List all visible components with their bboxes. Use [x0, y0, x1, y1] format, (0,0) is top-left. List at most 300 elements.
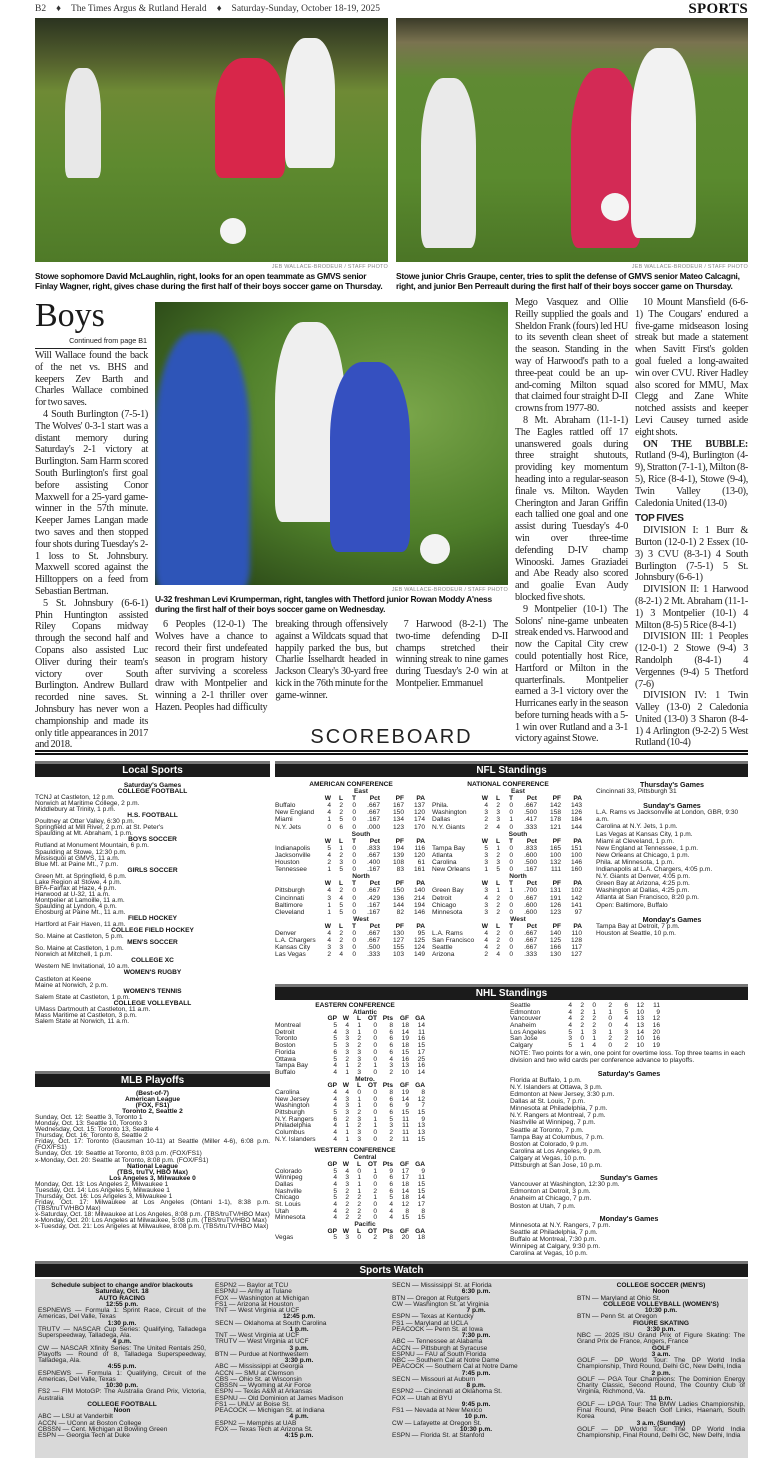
table-cell: 16 [652, 1022, 660, 1030]
table-cell: 4 [568, 1022, 572, 1030]
games-heading: Monday's Games [599, 1213, 659, 1223]
table-cell: 0 [373, 1048, 377, 1056]
table-cell: 3 [624, 1028, 628, 1036]
table-cell: 134 [392, 816, 404, 824]
game-line: Phila. at Minnesota, 1 p.m. [596, 858, 675, 866]
table-cell: GF [399, 1015, 409, 1023]
table-cell: 18 [401, 1022, 409, 1030]
table-cell: T [351, 922, 356, 930]
table-cell: Pts [382, 1227, 393, 1235]
list-heading: COLLEGE FIELD HOCKEY [111, 927, 194, 935]
table-cell: PF [395, 922, 404, 930]
table-cell: 14 [636, 1028, 644, 1036]
table-cell: 15 [401, 1214, 409, 1222]
table-cell: 4 [333, 1135, 337, 1143]
list-item: TRUTV — NASCAR Cup Series: Qualifying, Talladega Superspeedway, Talladega, Ala. [38, 1325, 206, 1339]
table-cell: 4 [339, 894, 343, 902]
list-item: NBC — Southern Cal at Notre Dame [392, 1357, 500, 1364]
list-item: Sunday, Oct. 12: Seattle 3, Toronto 1 [35, 1114, 143, 1122]
list-heading: COLLEGE VOLLEYBALL (WOMEN'S) [603, 1300, 719, 1308]
table-cell: 11 [402, 1122, 409, 1130]
table-cell: PA [573, 880, 582, 888]
table-cell: 14 [417, 1194, 425, 1202]
game-line: Carolina at Vegas, 10 p.m. [510, 1250, 588, 1258]
table-cell: 5 [568, 1028, 572, 1036]
list-item: ESPNEWS — Formula 1: Sprint Race, Circuit of the Americas, Del Valle, Texas [38, 1307, 206, 1321]
table-cell: 132 [549, 859, 561, 867]
table-cell: 15 [417, 1187, 425, 1195]
table-cell: 126 [570, 809, 582, 817]
list-item: Norwich at Maritime College, 2 p.m. [35, 800, 140, 808]
list-item: Thursday, Oct. 16: Toronto 8, Seattle 2 [35, 1132, 148, 1140]
list-item: SECN — Mississippi St. at Florida [392, 1282, 492, 1289]
table-cell: New Orleans [432, 866, 471, 874]
nfl-standings-header: NFL Standings [275, 761, 748, 777]
list-item: SECN — Missouri at Auburn [392, 1375, 476, 1383]
team-row [275, 895, 427, 902]
table-cell: 4 [345, 1167, 349, 1175]
team-row [275, 866, 427, 873]
list-item: CW — Lafayette at Oregon St. [392, 1419, 482, 1427]
table-cell: Buffalo [275, 802, 296, 810]
table-cell: 4 [327, 851, 331, 859]
team-row [510, 1003, 748, 1010]
table-cell: 13 [636, 1015, 644, 1023]
table-cell: 5 [339, 908, 343, 916]
table-cell: 6 [624, 1002, 628, 1009]
list-item: ESPN — Florida St. at Stanford [392, 1432, 485, 1439]
table-cell: T [351, 795, 356, 803]
list-heading: 3 p.m. [289, 1344, 309, 1352]
table-cell: 9 [389, 1167, 393, 1175]
table-cell: .667 [367, 809, 380, 817]
table-cell: 12 [401, 1200, 409, 1208]
table-cell: 6 [389, 1187, 393, 1195]
list-heading: 12:55 p.m. [105, 1300, 139, 1308]
team-row [275, 802, 427, 809]
table-cell: .667 [367, 929, 380, 937]
table-cell: 0 [352, 887, 356, 895]
table-cell: 8 [389, 1234, 393, 1242]
list-heading: 11 p.m. [649, 1394, 673, 1402]
table-cell: 155 [392, 944, 404, 952]
photo-caption: U-32 freshman Levi Krumperman, right, tangles with Thetford junior Rowan Moddy A'ness during the first half of their boys soccer game on Wednesday. [155, 594, 492, 614]
table-cell: 3 [592, 1028, 596, 1036]
table-cell: 146 [413, 908, 425, 916]
table-cell: L.A. Chargers [275, 937, 316, 945]
list-item: Enosburg at Paine Mt., 11 a.m. [35, 908, 126, 916]
column-header-row [432, 923, 584, 930]
table-cell: 4 [484, 894, 488, 902]
table-cell: 3 [496, 859, 500, 867]
list-heading: COLLEGE VOLLEYBALL [113, 999, 192, 1007]
table-cell: W [342, 1082, 349, 1090]
table-cell: GA [415, 1082, 425, 1090]
table-cell: 2 [339, 809, 343, 817]
division-name: Metro. [355, 1075, 375, 1083]
table-cell: 3 [484, 901, 488, 909]
table-cell: W [324, 880, 331, 888]
table-cell: 2 [484, 951, 488, 959]
list-item: Mass Maritime at Castleton, 3 p.m. [35, 1011, 137, 1019]
table-cell: 4 [624, 1015, 628, 1023]
table-cell: 2 [339, 937, 343, 945]
table-cell: GF [399, 1227, 409, 1235]
list-item: Poultney at Otter Valley, 6:30 p.m. [35, 818, 135, 826]
table-cell: 2 [339, 851, 343, 859]
list-item: BTN — Maryland at Ohio St. [577, 1294, 661, 1302]
table-cell: 0 [509, 951, 513, 959]
team-row [275, 902, 427, 909]
table-cell: 167 [392, 802, 404, 810]
table-cell: 4 [496, 823, 500, 831]
article-paragraph: 10 Mount Mansfield (6-6-1) The Cougars' endured a five-game midseason losing streak but made a statement when Savitt First's golden goal fueled a long-awaited win over CVU. River Hadley also scored for MMU, Max Clegg and Zane White notched assists and keeper Levi Causey turned aside eight shots. [635, 297, 748, 438]
list-item: CW — Washington St. at Virginia [392, 1300, 489, 1308]
table-cell: 4 [345, 1022, 349, 1030]
game-line: Cincinnati 33, Pittsburgh 31 [596, 788, 677, 796]
table-cell: 100 [549, 851, 561, 859]
table-cell: 3 [357, 1129, 361, 1137]
list-heading: 10:30 p.m. [105, 1382, 139, 1389]
separator-icon: ♦ [216, 4, 222, 14]
list-item: ESPN2 — Memphis at UAB [215, 1419, 297, 1427]
table-cell: 0 [373, 1035, 377, 1043]
table-cell: 126 [549, 901, 561, 909]
table-cell: 3 [327, 944, 331, 952]
team-row [275, 859, 427, 866]
list-heading: WOMEN'S RUGBY [123, 969, 182, 977]
list-item: Middlebury at Trinity, 1 p.m. [35, 806, 116, 814]
table-cell: .333 [524, 823, 537, 831]
list-heading: 4:15 p.m. [284, 1432, 314, 1439]
table-cell: 125 [413, 937, 425, 945]
table-cell: 165 [549, 844, 561, 852]
table-cell: 8 [421, 1088, 425, 1096]
table-cell: GP [327, 1160, 337, 1168]
table-cell: Colorado [275, 1167, 302, 1175]
list-item: x-Monday, Oct. 20: Seattle at Toronto, 8:08 p.m. (FOX/FS1) [35, 1156, 209, 1164]
list-item: TCNJ at Castleton, 12 p.m. [35, 794, 115, 802]
table-cell: .600 [524, 908, 537, 916]
table-cell: Dallas [432, 816, 451, 824]
table-cell: 4 [484, 929, 488, 937]
table-cell: 4 [327, 809, 331, 817]
table-cell: 0 [373, 1180, 377, 1188]
table-cell: Pct [526, 837, 537, 845]
table-cell: 6 [389, 1048, 393, 1056]
photo-caption: Stowe junior Chris Graupe, center, tries to split the defense of GMVS senior Mateo Calcagni, right, and junior Ben Perreault during the first half of their boys soccer game on Thursday. [396, 271, 740, 291]
list-item: Friday, Oct. 17: Milwaukee at Los Angeles (Ohtani 1-1), 8:38 p.m. (TBS/truTV/HBO Max) [35, 1198, 270, 1212]
list-item: ACCN — Pittsburgh at Syracuse [392, 1344, 488, 1352]
table-cell: 4 [327, 929, 331, 937]
team-row [510, 1043, 748, 1050]
game-line: Atlanta at San Francisco, 8:20 p.m. [596, 894, 699, 902]
team-row [275, 909, 427, 916]
table-cell: 5 [333, 1187, 337, 1195]
table-cell: PA [416, 922, 425, 930]
table-cell: 10 [636, 1042, 644, 1050]
table-cell: St. Louis [275, 1200, 301, 1208]
table-cell: Pct [526, 880, 537, 888]
table-cell: 3 [484, 859, 488, 867]
table-cell: 5 [333, 1194, 337, 1202]
list-item: Maine at Norwich, 2 p.m. [35, 981, 108, 989]
list-item: ESPNU — Old Dominion at James Madison [215, 1394, 344, 1402]
games-heading: Sunday's Games [643, 801, 701, 811]
table-cell: Kansas City [275, 944, 311, 952]
table-cell: 4 [333, 1200, 337, 1208]
table-cell: 1 [608, 1028, 612, 1036]
table-cell: .667 [524, 937, 537, 945]
division-name: West [510, 915, 526, 923]
table-cell: 2 [373, 1234, 377, 1242]
conference-name: WESTERN CONFERENCE [314, 1147, 396, 1155]
photo-credit: JEB WALLACE-BRODEUR / STAFF PHOTO [271, 264, 388, 270]
game-line: Miami at Cleveland, 1 p.m. [596, 837, 675, 845]
table-cell: 3 [327, 894, 331, 902]
game-line: Vancouver at Washington, 12:30 p.m. [510, 1181, 620, 1189]
table-cell: 3 [357, 1048, 361, 1056]
list-heading: 7 p.m. [466, 1307, 486, 1314]
standings-note: NOTE: Two points for a win, one point for overtime loss. Top three teams in each division and two wild cards per conference advance to playoffs. [510, 1049, 746, 1064]
table-cell [432, 838, 478, 845]
table-cell: 3 [339, 859, 343, 867]
team-row [275, 1023, 435, 1030]
table-cell: 111 [550, 866, 561, 874]
list-item: ABC — LSU at Vanderbilt [38, 1413, 114, 1421]
game-line: N.Y. Islanders at Ottawa, 3 p.m. [510, 1084, 603, 1091]
table-cell: Pts [382, 1160, 393, 1168]
table-cell: 166 [549, 944, 561, 952]
table-cell: 4 [333, 1095, 337, 1103]
local-sports-list [35, 783, 270, 1025]
game-line: Minnesota at N.Y. Rangers, 7 p.m. [510, 1221, 611, 1229]
team-row [432, 909, 584, 916]
list-item: Norwich at Mitchell, 1 p.m. [35, 951, 113, 959]
table-cell: PF [395, 837, 404, 845]
table-cell: 158 [549, 809, 561, 817]
list-heading: 3 a.m. [651, 1350, 671, 1358]
table-cell: 0 [373, 1135, 377, 1143]
list-item: Wednesday, Oct. 15: Toronto 13, Seattle 4 [35, 1126, 159, 1134]
list-item: Spaulding at Lyndon, 4 p.m. [35, 902, 117, 910]
table-cell [275, 838, 321, 845]
sports-watch-column [392, 1283, 560, 1439]
nhl-standings-header: NHL Standings [275, 984, 748, 1000]
team-row [275, 1235, 435, 1242]
table-cell: Baltimore [275, 901, 303, 909]
list-item: Western NE Invitational, 10 a.m. [35, 963, 130, 971]
table-cell: 4 [333, 1180, 337, 1188]
table-cell: 4 [333, 1174, 337, 1182]
list-item: BTN — Purdue at Northwestern [215, 1350, 309, 1358]
table-cell: 8 [389, 1088, 393, 1096]
list-item: Spaulding at Mt. Abraham, 1 p.m. [35, 830, 133, 838]
table-cell: 3 [345, 1095, 349, 1103]
game-line: Washington at Dallas, 4:25 p.m. [596, 887, 690, 895]
conference-name: NATIONAL CONFERENCE [467, 781, 549, 788]
table-cell: Pittsburgh [275, 1109, 305, 1116]
issue-date: Saturday-Sunday, October 18-19, 2025 [231, 4, 380, 14]
table-cell: 3 [345, 1035, 349, 1043]
scoreboard-title: SCOREBOARD [310, 726, 473, 748]
table-cell: 128 [570, 937, 582, 945]
photo-credit: JEB WALLACE-BRODEUR / STAFF PHOTO [631, 264, 748, 270]
table-cell: 11 [402, 1129, 409, 1137]
table-cell: .667 [367, 851, 380, 859]
table-cell: 1 [327, 866, 331, 874]
page-number: B2 [35, 4, 47, 14]
table-cell: 116 [414, 844, 425, 852]
table-cell: 0 [509, 851, 513, 859]
team-row [275, 1043, 435, 1050]
game-line: Carolina at N.Y. Jets, 1 p.m. [596, 823, 678, 831]
table-cell: 194 [413, 901, 425, 909]
list-heading: Schedule subject to change and/or blackouts [51, 1282, 193, 1289]
table-cell: 16 [401, 1055, 409, 1063]
table-cell: 9 [421, 1167, 425, 1175]
column-header-row [432, 795, 584, 802]
list-heading: MEN'S SOCCER [127, 939, 178, 947]
table-cell: 16 [652, 1035, 660, 1043]
table-cell: 0 [373, 1088, 377, 1096]
table-cell: .700 [524, 887, 537, 895]
table-cell: 9 [421, 1115, 425, 1123]
table-cell: 25 [417, 1055, 425, 1063]
table-cell: 1 [496, 844, 500, 852]
table-cell: 3 [339, 944, 343, 952]
table-cell: 4 [333, 1129, 337, 1137]
table-cell: 6 [333, 1115, 337, 1123]
team-row [275, 845, 427, 852]
column-header-row [275, 838, 427, 845]
list-heading: 9:45 p.m. [461, 1400, 491, 1408]
team-row [510, 1030, 748, 1037]
table-cell: 1 [496, 887, 500, 895]
nfl-afc-table [275, 781, 427, 958]
section-name: SPORTS [688, 0, 748, 17]
list-item: CBS — Ohio St. at Wisconsin [215, 1375, 302, 1383]
table-cell: OT [367, 1227, 377, 1235]
continued-from: Continued from page B1 [35, 336, 147, 349]
table-cell: 117 [571, 944, 582, 952]
table-cell: Seattle [432, 944, 453, 952]
table-cell: 184 [570, 816, 582, 824]
team-row [432, 845, 584, 852]
list-heading: 12:45 p.m. [282, 1313, 316, 1321]
column-header-row [275, 795, 427, 802]
list-item: ABC — Mississippi at Georgia [215, 1363, 304, 1371]
table-cell: 6 [339, 823, 343, 831]
list-heading: WOMEN'S TENNIS [123, 987, 182, 995]
table-cell: 3 [357, 1135, 361, 1143]
table-cell: 2 [496, 908, 500, 916]
article-columns-bottom [155, 619, 508, 713]
table-cell: 15 [417, 1042, 425, 1050]
list-heading: 7:45 p.m. [461, 1369, 491, 1377]
list-heading: COLLEGE FOOTBALL [87, 1400, 157, 1408]
local-sports-header: Local Sports [35, 761, 270, 777]
photo-credit: JEB WALLACE-BRODEUR / STAFF PHOTO [391, 587, 508, 593]
game-line: Green Bay at Arizona, 4:25 p.m. [596, 880, 690, 888]
table-cell: 2 [389, 1068, 393, 1076]
table-cell: Detroit [275, 1028, 295, 1036]
list-item: GOLF — PGA Tour Champions: The Dominion Energy Charity Classic, Second Round, The Country Club of Virginia, Richmond, Va. [577, 1375, 745, 1396]
table-cell: Las Vegas [275, 951, 306, 959]
table-cell: Cincinnati [275, 894, 304, 902]
table-cell: 143 [570, 802, 582, 810]
table-cell: New Jersey [275, 1095, 310, 1103]
table-cell: OT [367, 1015, 377, 1023]
table-cell: 0 [373, 1109, 377, 1116]
table-cell: 2 [339, 887, 343, 895]
table-cell: 0 [373, 1028, 377, 1036]
table-cell: Arizona [432, 951, 455, 959]
table-cell: Tampa Bay [275, 1062, 308, 1070]
table-cell: 2 [496, 894, 500, 902]
table-cell: Columbus [275, 1129, 305, 1137]
list-item: Harwood at U-32, 11 a.m. [35, 890, 111, 898]
team-row [432, 859, 584, 866]
list-item: Sunday, Oct. 19: Seattle at Toronto, 8:03 p.m. (FOX/FS1) [35, 1150, 202, 1158]
list-heading: 3:30 p.m. [284, 1357, 314, 1364]
table-cell: Pct [526, 795, 537, 803]
table-cell: 0 [509, 937, 513, 945]
sports-watch-column [38, 1283, 206, 1439]
list-item: x-Tuesday, Oct. 21: Los Angeles at Milwaukee, 8:08 p.m. (TBS/truTV/HBO Max) [35, 1223, 269, 1231]
game-line: Indianapolis at L.A. Chargers, 4:05 p.m. [596, 866, 713, 874]
list-item: Thursday, Oct. 16: Los Angeles 3, Milwaukee 1 [35, 1192, 173, 1200]
table-cell: 19 [652, 1042, 660, 1050]
team-row [432, 902, 584, 909]
table-cell: 15 [417, 1180, 425, 1188]
table-cell: 4 [484, 944, 488, 952]
table-cell: 3 [389, 1062, 393, 1070]
table-cell: 121 [549, 823, 561, 831]
table-cell: 1 [327, 816, 331, 824]
table-cell: Utah [275, 1207, 289, 1215]
table-cell: 4 [389, 1207, 393, 1215]
table-cell: 0 [352, 894, 356, 902]
bubble-label: ON THE BUBBLE: [643, 438, 748, 450]
list-item: GOLF — DP World Tour: The DP World India Championship, Third Round, Delhi GC, New Delhi, India [577, 1357, 745, 1371]
table-cell: 4 [568, 1008, 572, 1016]
table-cell: 1 [357, 1102, 361, 1110]
table-cell: Winnipeg [275, 1174, 303, 1182]
table-cell: New England [275, 809, 315, 817]
table-cell: 2 [357, 1109, 361, 1116]
list-item: ESPNEWS — Formula 1: Qualifying, Circuit of the Americas, Del Valle, Texas [38, 1369, 206, 1383]
table-cell: 160 [570, 866, 582, 874]
table-cell: 4 [389, 1214, 393, 1222]
list-item: Tuesday, Oct. 14: Los Angeles 5, Milwaukee 1 [35, 1186, 170, 1194]
team-row [275, 951, 427, 958]
table-cell: 3 [484, 851, 488, 859]
table-cell: L [356, 1227, 361, 1235]
table-cell: PF [552, 880, 561, 888]
table-cell: 1 [592, 1035, 596, 1043]
team-row [275, 887, 427, 894]
table-cell: 3 [345, 1028, 349, 1036]
table-cell: N.Y. Jets [275, 823, 301, 831]
table-cell: 6 [389, 1095, 393, 1103]
table-cell: 0 [373, 1055, 377, 1063]
game-line: Seattle at Toronto, 7 p.m. [510, 1126, 584, 1134]
table-cell: 20 [401, 1234, 409, 1242]
game-line: Boston at Colorado, 9 p.m. [510, 1140, 589, 1148]
table-cell: Edmonton [510, 1008, 541, 1016]
table-cell: 2 [496, 901, 500, 909]
